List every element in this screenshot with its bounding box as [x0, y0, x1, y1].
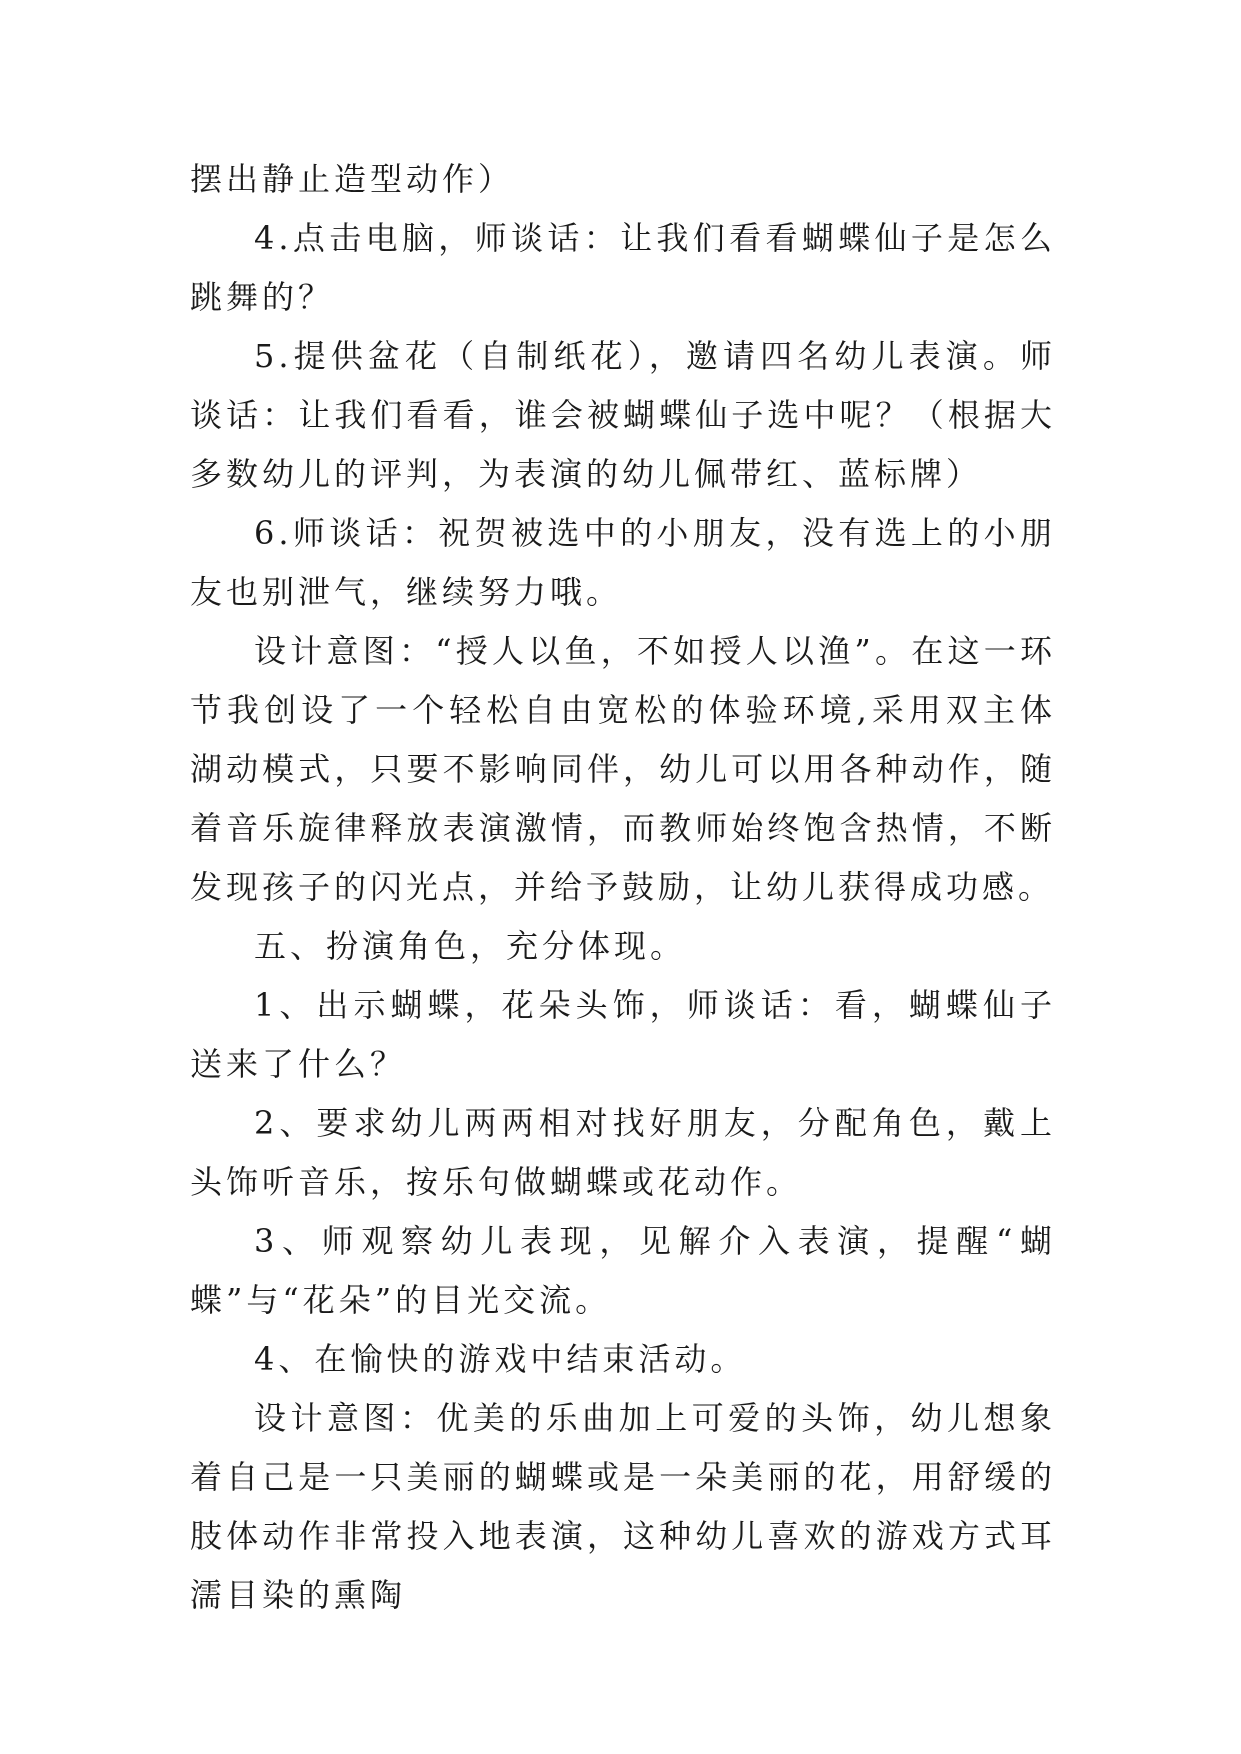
document-body — [190, 150, 1056, 1625]
paragraph-design-intent-1: 设计意图：“授人以鱼，不如授人以渔”。在这一环节我创设了一个轻松自由宽松的体验环境,采用双主体湖动模式，只要不影响同伴，幼儿可以用各种动作，随着音乐旋律释放表演激情，而教师始终饱含热情，不断发现孩子的闪光点，并给予鼓励，让幼儿获得成功感。 — [190, 632, 1056, 906]
paragraph-step-5: 5.提供盆花（自制纸花），邀请四名幼儿表演。师谈话：让我们看看，谁会被蝴蝶仙子选中呢？（根据大多数幼儿的评判，为表演的幼儿佩带红、蓝标牌） — [190, 337, 1056, 493]
section-heading-five: 五、扮演角色，充分体现。 — [254, 927, 687, 965]
paragraph-item-4: 4、在愉快的游戏中结束活动。 — [254, 1340, 747, 1378]
paragraph-step-4: 4.点击电脑，师谈话：让我们看看蝴蝶仙子是怎么跳舞的？ — [190, 219, 1056, 316]
paragraph-item-2: 2、要求幼儿两两相对找好朋友，分配角色，戴上头饰听音乐，按乐句做蝴蝶或花动作。 — [190, 1104, 1056, 1201]
paragraph-continuation: 摆出静止造型动作） — [190, 160, 515, 198]
paragraph-item-3: 3、师观察幼儿表现，见解介入表演，提醒“蝴蝶”与“花朵”的目光交流。 — [190, 1222, 1056, 1319]
paragraph-item-1: 1、出示蝴蝶，花朵头饰，师谈话：看，蝴蝶仙子送来了什么？ — [190, 986, 1056, 1083]
paragraph-design-intent-2: 设计意图：优美的乐曲加上可爱的头饰，幼儿想象着自己是一只美丽的蝴蝶或是一朵美丽的花，用舒缓的肢体动作非常投入地表演，这种幼儿喜欢的游戏方式耳濡目染的熏陶 — [190, 1399, 1056, 1614]
paragraph-step-6: 6.师谈话：祝贺被选中的小朋友，没有选上的小朋友也别泄气，继续努力哦。 — [190, 514, 1056, 611]
